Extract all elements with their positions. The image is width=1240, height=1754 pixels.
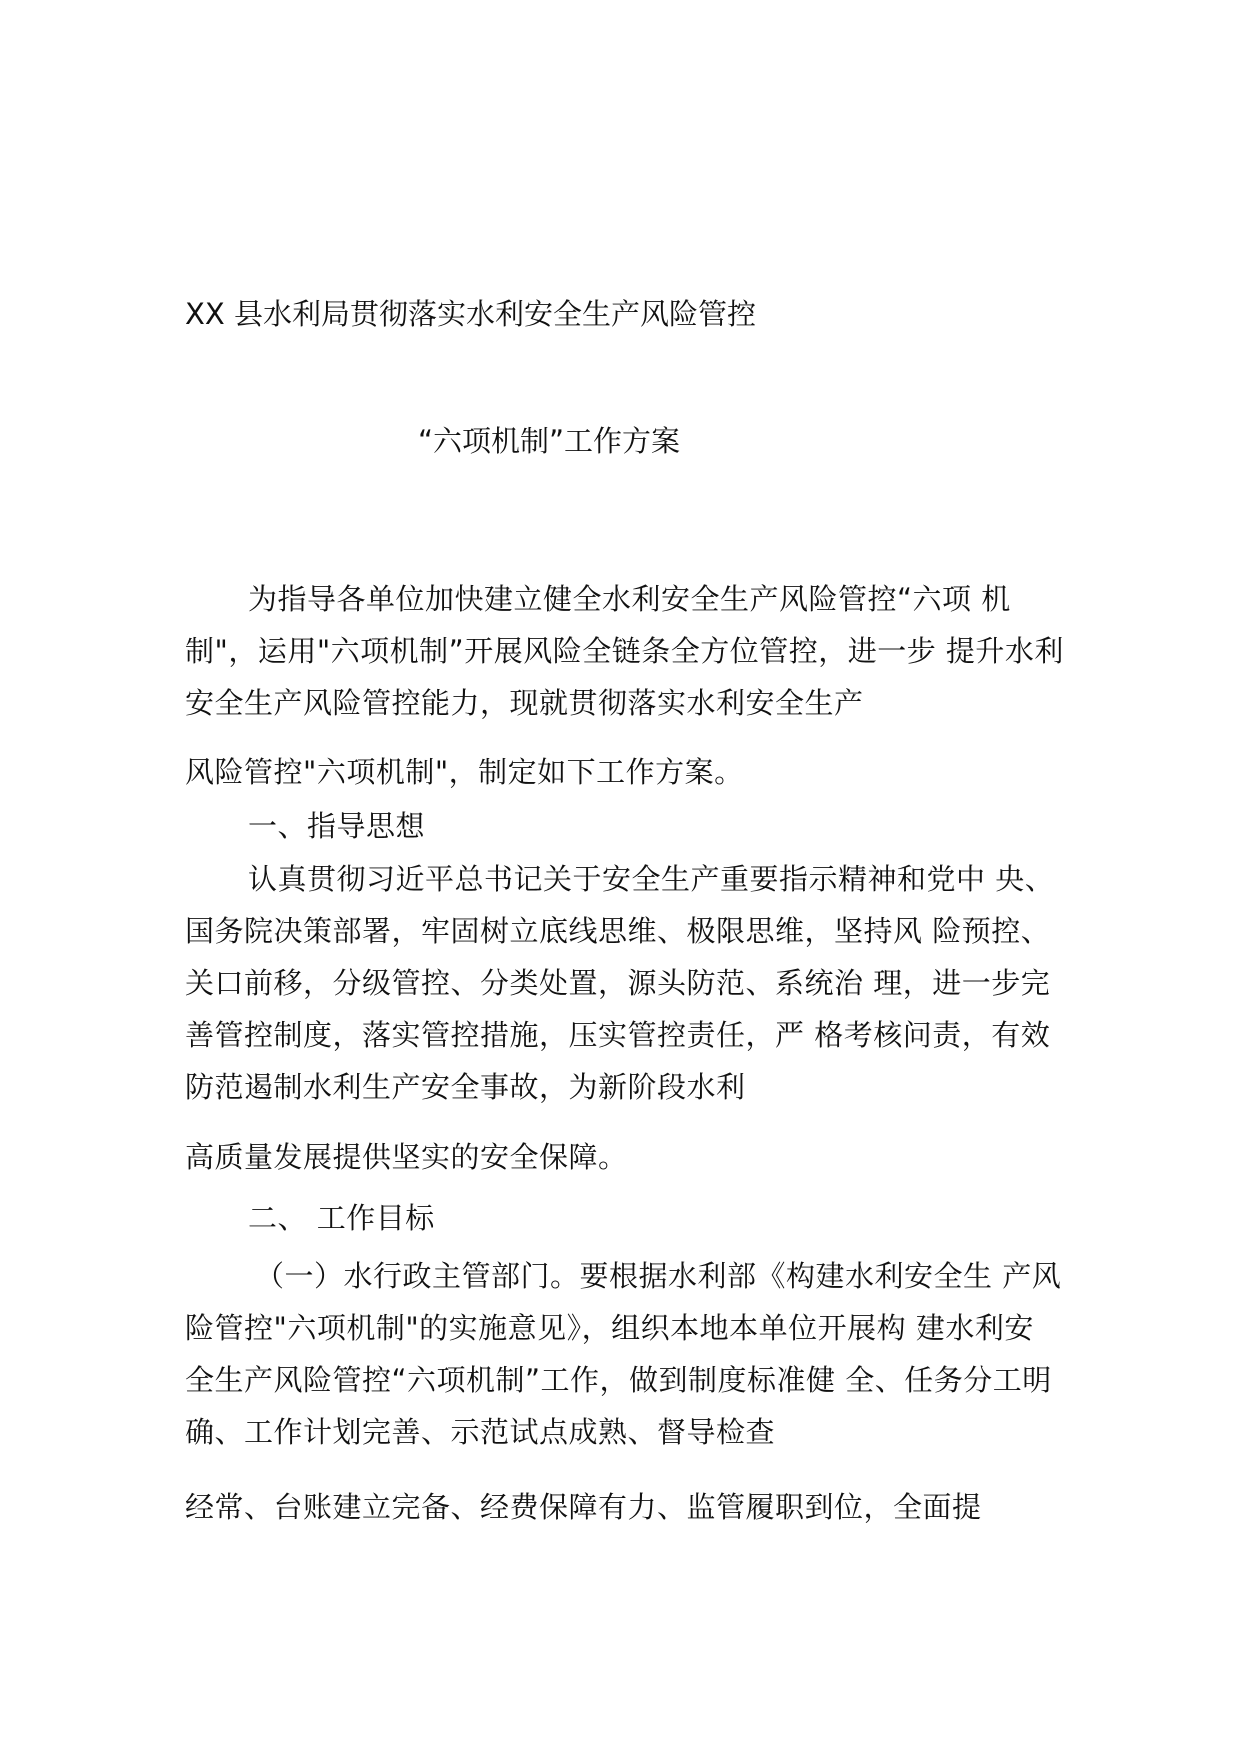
body-line: 国务院决策部署，牢固树立底线思维、极限思维，坚持风 险预控、	[185, 914, 1051, 948]
section-heading-guiding-ideology: 一、指导思想	[248, 809, 426, 843]
body-line: 善管控制度，落实管控措施，压实管控责任，严 格考核问责，有效	[185, 1018, 1051, 1052]
body-line: 制"，运用"六项机制”开展风险全链条全方位管控，进一步 提升水利	[185, 634, 1064, 668]
body-line: 认真贯彻习近平总书记关于安全生产重要指示精神和党中 央、	[248, 862, 1055, 896]
body-line: 风险管控"六项机制"，制定如下工作方案。	[185, 755, 744, 789]
body-line: 全生产风险管控“六项机制”工作，做到制度标准健 全、任务分工明	[185, 1363, 1052, 1397]
body-line: 关口前移，分级管控、分类处置，源头防范、系统治 理，进一步完	[185, 966, 1051, 1000]
body-line: 险管控"六项机制"的实施意见》，组织本地本单位开展构 建水利安	[185, 1311, 1034, 1345]
body-line: 确、工作计划完善、示范试点成熟、督导检查	[185, 1415, 776, 1449]
document-title-line-2: “六项机制”工作方案	[418, 424, 681, 458]
body-line: 高质量发展提供坚实的安全保障。	[185, 1140, 628, 1174]
section-heading-work-goals: 二、 工作目标	[248, 1201, 435, 1235]
body-line: 防范遏制水利生产安全事故，为新阶段水利	[185, 1070, 746, 1104]
body-line: 为指导各单位加快建立健全水利安全生产风险管控“六项 机	[248, 582, 1011, 616]
body-line: 经常、台账建立完备、经费保障有力、监管履职到位，全面提	[185, 1490, 982, 1524]
body-line: （一）水行政主管部门。要根据水利部《构建水利安全生 产风	[255, 1259, 1062, 1293]
document-title-line-1: XX 县水利局贯彻落实水利安全生产风险管控	[185, 297, 756, 331]
body-line: 安全生产风险管控能力，现就贯彻落实水利安全生产	[185, 686, 864, 720]
